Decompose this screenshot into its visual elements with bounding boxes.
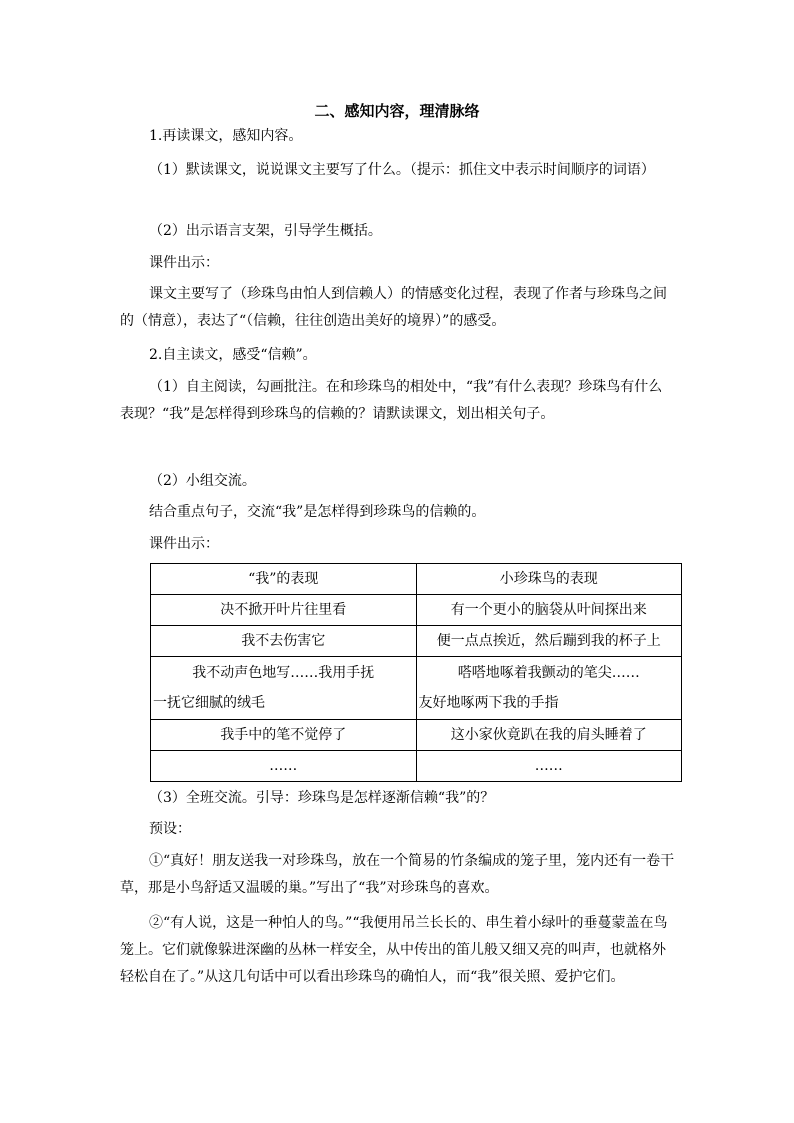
table-cell-line: 我不动声色地写……我用手抚 <box>192 665 375 681</box>
table-cell: 决不掀开叶片往里看 <box>151 595 417 626</box>
table-cell: …… <box>151 751 417 782</box>
paragraph-example-1: ①“真好！朋友送我一对珍珠鸟，放在一个简易的竹条编成的笼子里，笼内还有一卷干草，那是小鸟舒适又温暖的巢。”写出了“我”对珍珠鸟的喜欢。 <box>120 853 675 896</box>
table-cell: 便一点点挨近，然后蹦到我的杯子上 <box>416 626 682 657</box>
section-title: 二、感知内容，理清脉络 <box>314 102 480 120</box>
paragraph-summary: 课文主要写了（珍珠鸟由怕人到信赖人）的情感变化过程，表现了作者与珍珠鸟之间的（情意），表达了“（信赖，往往创造出美好的境界）”的感受。 <box>120 286 667 329</box>
table-header-row <box>151 564 682 595</box>
table-row <box>151 657 682 720</box>
paragraph-courseware-2: 课件出示： <box>149 536 219 552</box>
table-cell-line: 一抚它细腻的绒毛 <box>153 695 265 711</box>
table-row <box>151 720 682 751</box>
comparison-table <box>150 563 682 782</box>
table-row <box>151 626 682 657</box>
table-cell-line: 友好地啄两下我的手指 <box>418 695 559 711</box>
paragraph-group-discuss: （2）小组交流。 <box>149 473 256 489</box>
paragraph-language-support: （2）出示语言支架，引导学生概括。 <box>149 223 382 239</box>
paragraph-class-discuss: （3）全班交流。引导：珍珠鸟是怎样逐渐信赖“我”的？ <box>149 790 495 806</box>
table-header-bird: 小珍珠鸟的表现 <box>416 564 682 595</box>
table-cell <box>416 657 682 720</box>
table-cell: 这小家伙竟趴在我的肩头睡着了 <box>416 720 682 751</box>
table-cell: …… <box>416 751 682 782</box>
table-header-me: “我”的表现 <box>151 564 417 595</box>
table-row <box>151 751 682 782</box>
paragraph-annotate: （1）自主阅读，勾画批注。在和珍珠鸟的相处中，“我”有什么表现？珍珠鸟有什么表现？“我”是怎样得到珍珠鸟的信赖的？请默读课文，划出相关句子。 <box>120 379 663 422</box>
paragraph-courseware-1: 课件出示： <box>149 255 219 271</box>
table-cell: 有一个更小的脑袋从叶间探出来 <box>416 595 682 626</box>
paragraph-reread: 1.再读课文，感知内容。 <box>149 128 303 144</box>
paragraph-silent-read: （1）默读课文，说说课文主要写了什么。（提示：抓住文中表示时间顺序的词语） <box>149 162 655 178</box>
paragraph-key-sentences: 结合重点句子，交流“我”是怎样得到珍珠鸟的信赖的。 <box>149 504 486 520</box>
table-cell: 我不去伤害它 <box>151 626 417 657</box>
table-cell <box>151 657 417 720</box>
table-row <box>151 595 682 626</box>
paragraph-trust: 2.自主读文，感受“信赖”。 <box>149 347 317 363</box>
paragraph-example-2: ②“有人说，这是一种怕人的鸟。”“我便用吊兰长长的、串生着小绿叶的垂蔓蒙盖在鸟笼上。它们就像躲进深幽的丛林一样安全，从中传出的笛儿般又细又亮的叫声，也就格外轻松自在了。”从这几句话中可以看出珍珠鸟的确怕人，而“我”很关照、爱护它们。 <box>120 915 668 985</box>
table-cell: 我手中的笔不觉停了 <box>151 720 417 751</box>
paragraph-preset: 预设： <box>149 821 191 837</box>
table-cell-line: 嗒嗒地啄着我颤动的笔尖…… <box>457 665 640 681</box>
